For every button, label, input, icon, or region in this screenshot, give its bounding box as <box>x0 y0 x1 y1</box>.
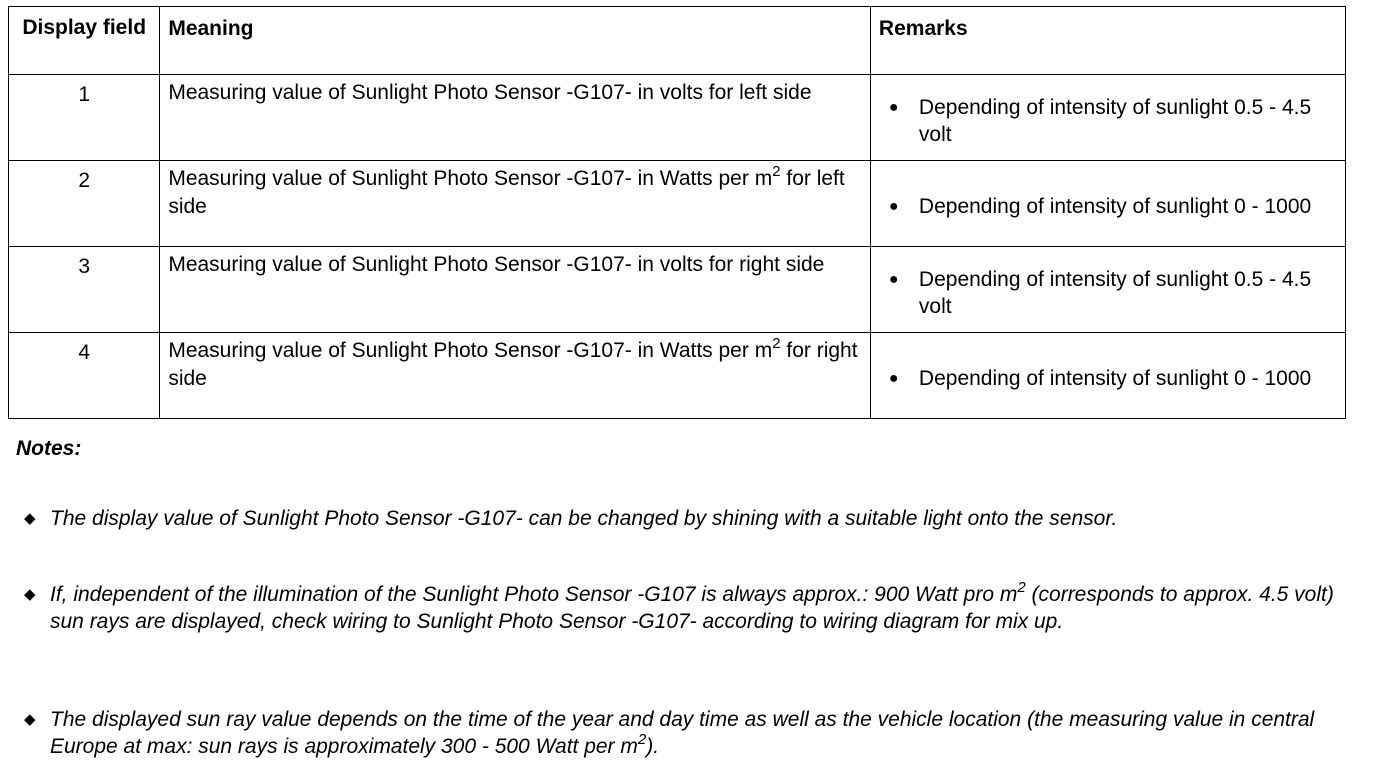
meaning-cell <box>160 75 871 161</box>
superscript: 2 <box>637 731 647 748</box>
table-header-row <box>9 7 1346 75</box>
meaning-text-tail: for right side <box>168 339 858 390</box>
diamond-bullet-icon: ◆ <box>24 586 36 603</box>
table-row <box>9 247 1346 333</box>
meaning-cell <box>160 333 871 419</box>
note-text-main: The display value of Sunlight Photo Sensor -G107- can be changed by shining with a suitable light onto the sensor. <box>50 507 1118 530</box>
meaning-cell <box>160 161 871 247</box>
bullet-dot-icon: ● <box>888 198 899 215</box>
header-remarks: Remarks <box>870 7 1345 75</box>
meaning-text: Measuring value of Sunlight Photo Sensor -G107- in Watts per m <box>168 339 773 362</box>
note-item <box>24 706 1354 760</box>
display-fields-table <box>8 6 1346 419</box>
note-item <box>24 581 1354 635</box>
note-text-tail: ). <box>646 735 660 758</box>
meaning-text: Measuring value of Sunlight Photo Sensor -G107- in volts for left side <box>168 81 812 104</box>
display-field-number: 2 <box>9 161 160 247</box>
remark-text: Depending of intensity of sunlight 0.5 - 4.5 volt <box>918 95 1312 146</box>
bullet-dot-icon: ● <box>888 98 899 116</box>
meaning-text: Measuring value of Sunlight Photo Sensor -G107- in volts for right side <box>168 253 825 276</box>
remarks-cell <box>870 75 1345 161</box>
superscript: 2 <box>772 335 781 352</box>
meaning-cell <box>160 247 871 333</box>
meaning-text: Measuring value of Sunlight Photo Sensor -G107- in Watts per m <box>168 167 773 190</box>
note-text <box>50 505 1354 532</box>
display-field-number: 4 <box>9 333 160 419</box>
display-field-number: 1 <box>9 75 160 161</box>
superscript: 2 <box>1017 579 1026 596</box>
note-text-tail: (corresponds to approx. 4.5 volt) sun rays are displayed, check wiring to Sunlight Photo Sensor -G107- according to wiring diagram for mix up. <box>50 583 1334 633</box>
header-display-field: Display field <box>9 7 160 75</box>
table-row <box>9 333 1346 419</box>
table-row <box>9 161 1346 247</box>
bullet-dot-icon: ● <box>888 270 899 288</box>
notes-heading: Notes: <box>16 437 82 460</box>
remarks-cell <box>870 333 1345 419</box>
remark-text: Depending of intensity of sunlight 0 - 1000 <box>918 195 1312 218</box>
remark-text: Depending of intensity of sunlight 0.5 - 4.5 volt <box>918 267 1312 318</box>
note-text <box>50 581 1354 635</box>
note-text-main: If, independent of the illumination of the Sunlight Photo Sensor -G107 is always approx.: 900 Watt pro m <box>50 583 1018 606</box>
note-text-main: The displayed sun ray value depends on the time of the year and day time as well as the vehicle location (the measuring value in central Europe at max: sun rays is approximately 300 - 500 Watt per m <box>50 708 1315 758</box>
header-meaning: Meaning <box>160 7 871 75</box>
remarks-cell <box>870 161 1345 247</box>
superscript: 2 <box>772 163 781 180</box>
meaning-text-tail: for left side <box>168 167 845 218</box>
bullet-dot-icon: ● <box>888 370 899 387</box>
diamond-bullet-icon: ◆ <box>24 711 36 728</box>
diamond-bullet-icon: ◆ <box>24 510 36 527</box>
remarks-cell <box>870 247 1345 333</box>
note-item <box>24 505 1354 532</box>
note-text <box>50 706 1354 760</box>
table-row <box>9 75 1346 161</box>
remark-text: Depending of intensity of sunlight 0 - 1000 <box>918 367 1312 390</box>
display-field-number: 3 <box>9 247 160 333</box>
